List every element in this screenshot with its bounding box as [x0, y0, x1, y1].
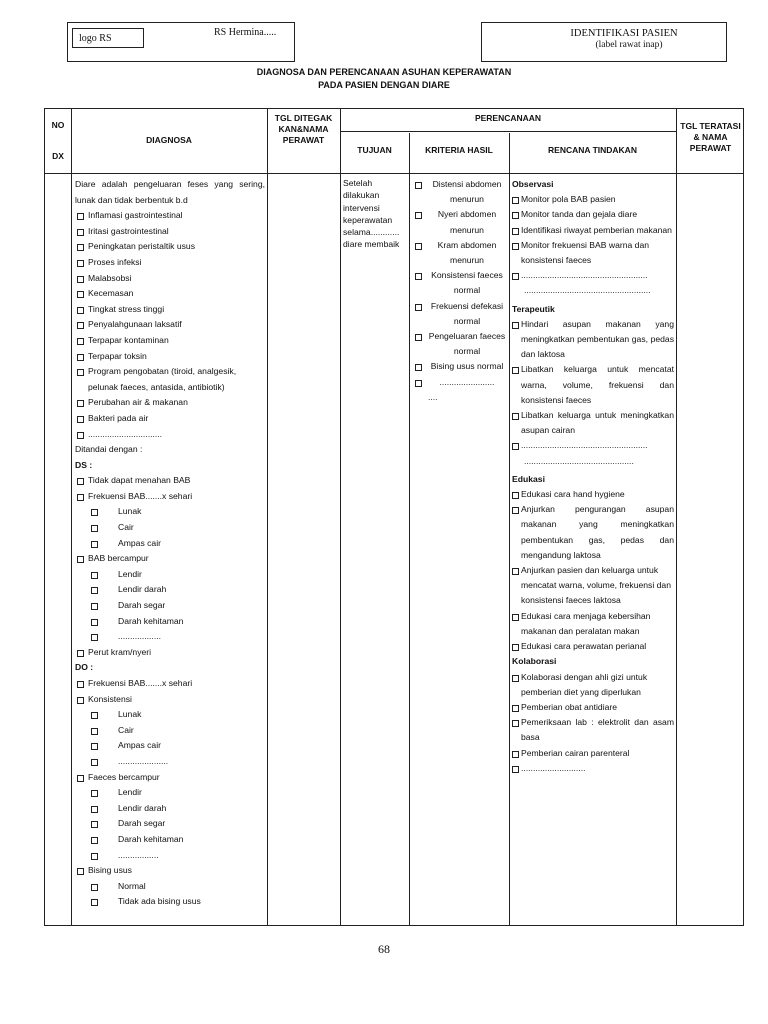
list-item: ....................... [412, 375, 506, 390]
checkbox-icon[interactable] [91, 603, 98, 610]
checkbox-icon[interactable] [512, 766, 519, 773]
checkbox-icon[interactable] [415, 243, 422, 250]
list-item: Identifikasi riwayat pemberian makanan [512, 223, 674, 238]
list-item: Hindari asupan makanan yang meningkatkan pembentukan gas, pedas dan laktosa [512, 317, 674, 363]
list-item: .................. [75, 629, 265, 645]
checkbox-icon[interactable] [512, 614, 519, 621]
checkbox-icon[interactable] [77, 650, 84, 657]
checkbox-icon[interactable] [512, 273, 519, 280]
list-item: Darah segar [75, 598, 265, 614]
list-item: Cair [75, 723, 265, 739]
list-item: Ampas cair [75, 536, 265, 552]
checkbox-icon[interactable] [77, 556, 84, 563]
list-item: Konsistensi faeces normal [412, 268, 506, 298]
list-item: Bising usus normal [412, 359, 506, 374]
checkbox-icon[interactable] [91, 837, 98, 844]
list-item: Edukasi cara hand hygiene [512, 487, 674, 502]
list-item: Bakteri pada air [75, 411, 265, 427]
list-item: Kecemasan [75, 286, 265, 302]
header-kriteria-hasil: KRITERIA HASIL [425, 145, 493, 155]
header-no: NO [51, 120, 65, 130]
list-item: Tingkat stress tinggi [75, 302, 265, 318]
checkbox-icon[interactable] [77, 276, 84, 283]
checkbox-icon[interactable] [91, 712, 98, 719]
ditandai-label: Ditandai dengan : [75, 444, 143, 455]
checkbox-icon[interactable] [77, 432, 84, 439]
list-item: Kram abdomen menurun [412, 238, 506, 268]
edukasi-heading: Edukasi [512, 473, 545, 484]
terapeutik-heading: Terapeutik [512, 303, 555, 314]
checkbox-icon[interactable] [512, 751, 519, 758]
document-title: DIAGNOSA DAN PERENCANAAN ASUHAN KEPERAWATAN [256, 67, 512, 77]
checkbox-icon[interactable] [415, 364, 422, 371]
list-item: Libatkan keluarga untuk mencatat warna, volume, frekuensi dan konsistensi faeces [512, 362, 674, 408]
list-item: Bising usus [75, 863, 265, 879]
checkbox-icon[interactable] [512, 675, 519, 682]
diagnosa-intro: Diare adalah pengeluaran feses yang sering, lunak dan tidak berbentuk b.d [75, 179, 265, 205]
ds-label: DS : [75, 459, 93, 470]
checkbox-icon[interactable] [512, 705, 519, 712]
list-item: ............................... [75, 427, 265, 443]
grid-line [267, 109, 268, 925]
tujuan-column [343, 177, 407, 251]
list-item: BAB bercampur [75, 551, 265, 567]
header-diagnosa: DIAGNOSA [146, 135, 192, 145]
patient-id-box [481, 22, 727, 62]
logo-placeholder: logo RS [72, 28, 144, 48]
checkbox-icon[interactable] [91, 728, 98, 735]
hospital-header-box [67, 22, 295, 62]
list-item: Monitor frekuensi BAB warna dan konsistensi faeces [512, 238, 674, 268]
checkbox-icon[interactable] [415, 212, 422, 219]
checkbox-icon[interactable] [91, 509, 98, 516]
list-item: Lunak [75, 504, 265, 520]
list-item: ........................... [512, 761, 674, 776]
list-item: Kolaborasi dengan ahli gizi untuk pemberian diet yang diperlukan [512, 670, 674, 700]
checkbox-icon[interactable] [91, 587, 98, 594]
list-item: Peningkatan peristaltik usus [75, 239, 265, 255]
list-item: Inflamasi gastrointestinal [75, 208, 265, 224]
list-item: Faeces bercampur [75, 770, 265, 786]
list-item: Cair [75, 520, 265, 536]
checkbox-icon[interactable] [77, 322, 84, 329]
checkbox-icon[interactable] [77, 494, 84, 501]
list-item: Malabsobsi [75, 271, 265, 287]
list-item: Anjurkan pengurangan asupan makanan yang meningkatkan pembentukan gas, pedas dan mengandung laktosa [512, 502, 674, 563]
list-item: Pengeluaran faeces normal [412, 329, 506, 359]
list-item: ..................... [75, 754, 265, 770]
patient-id-title: IDENTIFIKASI PASIEN [570, 28, 678, 39]
checkbox-icon[interactable] [512, 568, 519, 575]
checkbox-icon[interactable] [91, 634, 98, 641]
terapeutik-tail: .............................................. [524, 455, 634, 466]
list-item: Libatkan keluarga untuk meningkatkan asupan cairan [512, 408, 674, 438]
grid-line [45, 173, 744, 174]
observasi-heading: Observasi [512, 179, 554, 189]
checkbox-icon[interactable] [415, 304, 422, 311]
list-item: Konsistensi [75, 692, 265, 708]
checkbox-icon[interactable] [91, 790, 98, 797]
list-item: Pemberian cairan parenteral [512, 746, 674, 761]
list-item: Terpapar toksin [75, 349, 265, 365]
list-item: Darah segar [75, 816, 265, 832]
checkbox-icon[interactable] [512, 720, 519, 727]
checkbox-icon[interactable] [77, 697, 84, 704]
diagnosa-column [75, 177, 265, 910]
checkbox-icon[interactable] [91, 759, 98, 766]
checkbox-icon[interactable] [77, 229, 84, 236]
checkbox-icon[interactable] [77, 400, 84, 407]
page-number: 68 [378, 942, 390, 956]
list-item: Lunak [75, 707, 265, 723]
checkbox-icon[interactable] [91, 884, 98, 891]
checkbox-icon[interactable] [91, 541, 98, 548]
observasi-tail: ..................................................... [524, 285, 651, 296]
header-perencanaan: PERENCANAAN [474, 113, 542, 123]
care-plan-table [44, 108, 744, 926]
grid-line [509, 133, 510, 925]
list-item: Edukasi cara perawatan perianal [512, 639, 674, 654]
list-item: Tidak dapat menahan BAB [75, 473, 265, 489]
checkbox-icon[interactable] [77, 369, 84, 376]
checkbox-icon[interactable] [77, 260, 84, 267]
list-item: Nyeri abdomen menurun [412, 207, 506, 237]
cause-list [75, 208, 265, 442]
list-item: Darah kehitaman [75, 614, 265, 630]
checkbox-icon[interactable] [77, 478, 84, 485]
checkbox-icon[interactable] [91, 525, 98, 532]
list-item: Lendir [75, 567, 265, 583]
checkbox-icon[interactable] [512, 197, 519, 204]
checkbox-icon[interactable] [91, 619, 98, 626]
list-item: Program pengobatan (tiroid, analgesik, pelunak faeces, antasida, antibiotik) [75, 364, 265, 395]
list-item: Frekuensi defekasi normal [412, 299, 506, 329]
header-rencana-tindakan: RENCANA TINDAKAN [548, 145, 637, 155]
list-item: Perubahan air & makanan [75, 395, 265, 411]
kriteria-hasil-column [412, 177, 506, 405]
checkbox-icon[interactable] [415, 380, 422, 387]
list-item: Perut kram/nyeri [75, 645, 265, 661]
checkbox-icon[interactable] [512, 212, 519, 219]
list-item: Pemberian obat antidiare [512, 700, 674, 715]
tujuan-text: Setelah dilakukan intervensi keperawatan selama............ diare membaik [343, 178, 400, 250]
rencana-tindakan-column [512, 177, 674, 776]
checkbox-icon[interactable] [512, 492, 519, 499]
checkbox-icon[interactable] [91, 821, 98, 828]
checkbox-icon[interactable] [91, 853, 98, 860]
header-dx: DX [52, 151, 64, 161]
list-item: Lendir darah [75, 801, 265, 817]
checkbox-icon[interactable] [91, 572, 98, 579]
checkbox-icon[interactable] [91, 899, 98, 906]
list-item: Anjurkan pasien dan keluarga untuk mencatat warna, volume, frekuensi dan konsistensi faeces laktosa [512, 563, 674, 609]
list-item: Frekuensi BAB.......x sehari [75, 676, 265, 692]
list-item: Proses infeksi [75, 255, 265, 271]
do-label: DO : [75, 662, 94, 673]
checkbox-icon[interactable] [91, 743, 98, 750]
list-item: Penyalahgunaan laksatif [75, 317, 265, 333]
checkbox-icon[interactable] [77, 354, 84, 361]
list-item: Distensi abdomen menurun [412, 177, 506, 207]
checkbox-icon[interactable] [512, 443, 519, 450]
list-item: Ampas cair [75, 738, 265, 754]
list-item: Lendir darah [75, 582, 265, 598]
checkbox-icon[interactable] [77, 338, 84, 345]
checkbox-icon[interactable] [77, 681, 84, 688]
checkbox-icon[interactable] [77, 213, 84, 220]
checkbox-icon[interactable] [512, 507, 519, 514]
list-item: Pemeriksaan lab : elektrolit dan asam basa [512, 715, 674, 745]
checkbox-icon[interactable] [415, 182, 422, 189]
header-tujuan: TUJUAN [357, 145, 392, 155]
checkbox-icon[interactable] [512, 322, 519, 329]
checkbox-icon[interactable] [415, 273, 422, 280]
checkbox-icon[interactable] [91, 806, 98, 813]
checkbox-icon[interactable] [77, 775, 84, 782]
checkbox-icon[interactable] [77, 244, 84, 251]
grid-line [409, 133, 410, 925]
list-item: ................. [75, 848, 265, 864]
grid-line [340, 109, 341, 925]
kolaborasi-heading: Kolaborasi [512, 656, 557, 667]
hospital-name: RS Hermina..... [214, 27, 277, 38]
header-tgl-ditegakkan: TGL DITEGAK KAN&NAMA PERAWAT [274, 113, 333, 145]
checkbox-icon[interactable] [77, 291, 84, 298]
list-item: Monitor tanda dan gejala diare [512, 207, 674, 222]
checkbox-icon[interactable] [77, 307, 84, 314]
kriteria-tail: .... [428, 391, 438, 402]
grid-line [676, 109, 677, 925]
list-item: Monitor pola BAB pasien [512, 192, 674, 207]
list-item: Frekuensi BAB.......x sehari [75, 489, 265, 505]
list-item: Lendir [75, 785, 265, 801]
list-item: Tidak ada bising usus [75, 894, 265, 910]
checkbox-icon[interactable] [415, 334, 422, 341]
list-item: ..................................................... [512, 438, 674, 453]
list-item: Darah kehitaman [75, 832, 265, 848]
checkbox-icon[interactable] [512, 644, 519, 651]
checkbox-icon[interactable] [512, 367, 519, 374]
list-item: Iritasi gastrointestinal [75, 224, 265, 240]
grid-line [71, 109, 72, 925]
list-item: Edukasi cara menjaga kebersihan makanan dan peralatan makan [512, 609, 674, 639]
checkbox-icon[interactable] [77, 416, 84, 423]
list-item: Normal [75, 879, 265, 895]
document-subtitle: PADA PASIEN DENGAN DIARE [318, 80, 450, 90]
list-item: Terpapar kontaminan [75, 333, 265, 349]
list-item: ..................................................... [512, 268, 674, 283]
checkbox-icon[interactable] [512, 228, 519, 235]
grid-line [340, 131, 676, 132]
patient-id-label: (label rawat inap) [595, 40, 663, 50]
checkbox-icon[interactable] [512, 243, 519, 250]
header-tgl-teratasi: TGL TERATASI & NAMA PERAWAT [680, 121, 741, 153]
checkbox-icon[interactable] [77, 868, 84, 875]
checkbox-icon[interactable] [512, 413, 519, 420]
